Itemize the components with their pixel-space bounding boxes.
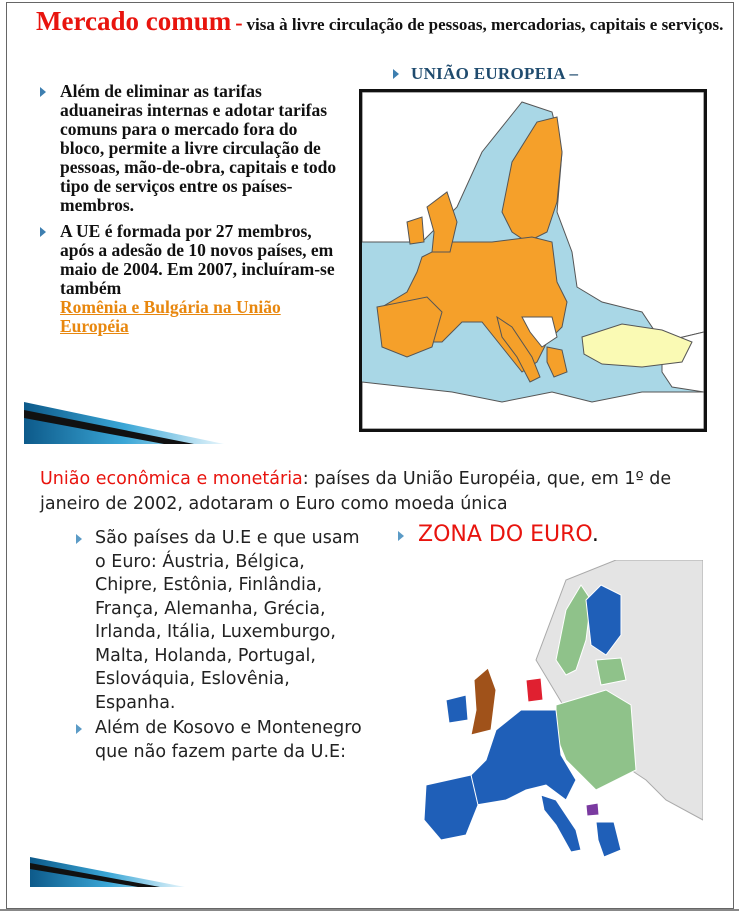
romania-bulgaria-link[interactable]: Romênia e Bulgária na União Européia	[60, 297, 281, 336]
bullet-arrow-icon	[398, 531, 404, 541]
uk-non-euro	[471, 668, 496, 735]
title-mercado-comum: Mercado comum	[36, 6, 232, 36]
denmark-non-euro	[526, 678, 543, 702]
swoosh-decoration-icon	[24, 402, 234, 446]
emu-description	[40, 467, 710, 517]
eu-map-heading	[393, 64, 578, 84]
eu-bullet-list	[40, 82, 340, 343]
eu-map-svg	[362, 92, 704, 429]
title-description: visa à livre circulação de pessoas, mercadorias, capitais e serviços.	[246, 15, 724, 34]
page-divider	[0, 909, 739, 911]
greece-euro	[596, 822, 621, 857]
bullet-text: Além de eliminar as tarifas aduaneiras internas e adotar tarifas comuns para o mercado fora do bloco, permite a livre circulação de pessoas, mão-de-obra, capitais e todo tipo de serviços entre os países-membros.	[60, 81, 337, 215]
bullet-text: Além de Kosovo e Montenegro que não fazem parte da U.E:	[95, 718, 362, 762]
euro-zone-heading-dot: .	[591, 522, 599, 547]
emu-heading-rest: : países da União Européia, que, em 1º de janeiro de 2002, adotaram o Euro como moeda única	[40, 469, 672, 514]
eu-map-heading-text: UNIÃO EUROPEIA –	[411, 64, 579, 83]
title-dash: -	[235, 10, 243, 35]
list-item	[40, 82, 340, 215]
scandinavia-members	[502, 117, 562, 242]
bullet-text: A UE é formada por 27 membros, após a adesão de 10 novos países, em maio de 2004. Em 2007, incluíram-se também	[60, 221, 335, 298]
eurozone-map-image	[416, 560, 703, 880]
bullet-text: São países da U.E e que usam o Euro: Áustria, Bélgica, Chipre, Estônia, Finlândia, França, Alemanha, Grécia, Irlanda, Itália, Luxemburgo, Malta, Holanda, Portugal, Eslováquia, Eslovênia, Espanha.	[95, 528, 360, 713]
bullet-arrow-icon	[76, 724, 82, 734]
bullet-arrow-icon	[40, 87, 46, 97]
euro-bullet-list	[76, 527, 366, 766]
ireland-member	[407, 217, 424, 244]
ireland-euro	[446, 695, 468, 723]
euro-zone-heading-text: ZONA DO EURO	[418, 522, 592, 547]
section-title	[36, 6, 726, 41]
bullet-arrow-icon	[40, 227, 46, 237]
kosovo-euro-user	[586, 803, 599, 816]
eurozone-map-svg	[416, 560, 703, 880]
italy-euro	[541, 795, 581, 852]
iberia-members	[377, 297, 442, 357]
list-item	[76, 527, 366, 715]
bullet-arrow-icon	[393, 69, 399, 79]
eu-map-image	[359, 89, 707, 432]
list-item	[76, 717, 366, 764]
emu-heading: União econômica e monetária	[40, 469, 303, 489]
bullet-arrow-icon	[76, 534, 82, 544]
euro-zone-heading	[398, 522, 599, 547]
greece-member	[547, 347, 567, 377]
list-item	[40, 222, 340, 336]
iberia-euro	[424, 775, 478, 840]
africa-land	[362, 382, 704, 429]
swoosh-decoration-icon	[30, 857, 190, 889]
baltics-non-euro	[596, 658, 626, 685]
